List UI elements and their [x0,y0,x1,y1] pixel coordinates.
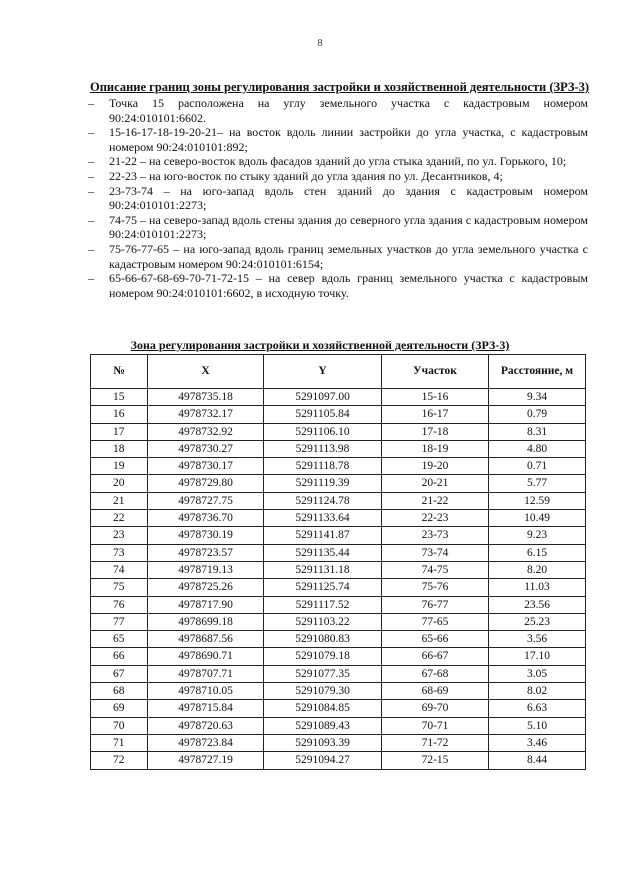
cell-segment: 77-65 [382,613,489,630]
cell-x: 4978732.17 [148,406,264,423]
cell-number: 17 [91,423,148,440]
cell-y: 5291113.98 [264,440,382,457]
cell-distance: 0.71 [489,458,586,475]
table-row [91,527,586,544]
cell-number: 76 [91,596,148,613]
cell-number: 77 [91,613,148,630]
cell-distance: 8.44 [489,752,586,769]
cell-y: 5291079.18 [264,648,382,665]
cell-number: 67 [91,665,148,682]
cell-number: 15 [91,389,148,406]
cell-number: 70 [91,717,148,734]
list-item [88,96,588,125]
cell-distance: 3.05 [489,665,586,682]
cell-y: 5291080.83 [264,631,382,648]
table-row [91,700,586,717]
cell-distance: 9.23 [489,527,586,544]
cell-y: 5291105.84 [264,406,382,423]
cell-distance: 6.63 [489,700,586,717]
cell-segment: 20-21 [382,475,489,492]
cell-segment: 21-22 [382,492,489,509]
list-dash: – [88,183,94,198]
list-dash: – [88,154,94,169]
cell-x: 4978723.57 [148,544,264,561]
list-item-text: 22-23 – на юго-восток по стыку зданий до угла здания по ул. Десантников, 4; [109,168,503,183]
cell-number: 18 [91,440,148,457]
table-row [91,613,586,630]
cell-x: 4978730.27 [148,440,264,457]
header-x: X [148,355,264,389]
cell-distance: 4.80 [489,440,586,457]
cell-segment: 75-76 [382,579,489,596]
table-row [91,492,586,509]
list-item-text: 65-66-67-68-69-70-71-72-15 – на север вдоль границ земельного участка с кадастровым номером 90:24:010101:6602, в исходную точку. [109,271,588,300]
cell-segment: 71-72 [382,734,489,751]
table-row [91,544,586,561]
cell-x: 4978732.92 [148,423,264,440]
cell-number: 21 [91,492,148,509]
cell-segment: 17-18 [382,423,489,440]
cell-y: 5291131.18 [264,561,382,578]
cell-number: 73 [91,544,148,561]
cell-y: 5291119.39 [264,475,382,492]
table-row [91,389,586,406]
cell-distance: 9.34 [489,389,586,406]
list-item [88,184,588,213]
cell-x: 4978720.63 [148,717,264,734]
cell-distance: 3.46 [489,734,586,751]
cell-y: 5291079.30 [264,683,382,700]
cell-y: 5291124.78 [264,492,382,509]
list-item-text: 23-73-74 – на юго-запад вдоль стен зданий до здания с кадастровым номером 90:24:010101:2273; [109,183,588,213]
coordinates-table [90,354,586,770]
table-row [91,752,586,769]
table-row [91,475,586,492]
page-number: 8 [317,38,323,49]
cell-segment: 16-17 [382,406,489,423]
cell-x: 4978727.19 [148,752,264,769]
table-header-row [91,355,586,389]
cell-y: 5291089.43 [264,717,382,734]
table-row [91,579,586,596]
cell-number: 75 [91,579,148,596]
table-title: Зона регулирования застройки и хозяйственной деятельности (ЗРЗ-3) [130,338,510,352]
cell-y: 5291084.85 [264,700,382,717]
table-row [91,631,586,648]
cell-y: 5291077.35 [264,665,382,682]
cell-number: 72 [91,752,148,769]
cell-segment: 18-19 [382,440,489,457]
cell-x: 4978730.19 [148,527,264,544]
cell-distance: 8.31 [489,423,586,440]
cell-segment: 69-70 [382,700,489,717]
cell-distance: 12.59 [489,492,586,509]
cell-number: 22 [91,510,148,527]
cell-number: 65 [91,631,148,648]
cell-number: 69 [91,700,148,717]
cell-segment: 72-15 [382,752,489,769]
table-row [91,406,586,423]
header-segment: Участок [382,355,489,389]
list-item [88,242,588,271]
list-item-text: 15-16-17-18-19-20-21– на восток вдоль линии застройки до угла участка, с кадастровым номером 90:24:010101:892; [109,125,588,154]
list-dash: – [88,271,94,286]
cell-distance: 8.02 [489,683,586,700]
cell-number: 74 [91,561,148,578]
cell-x: 4978717.90 [148,596,264,613]
table-body [91,389,586,770]
cell-distance: 10.49 [489,510,586,527]
cell-x: 4978725.26 [148,579,264,596]
cell-x: 4978730.17 [148,458,264,475]
cell-number: 20 [91,475,148,492]
cell-y: 5291125.74 [264,579,382,596]
cell-x: 4978710.05 [148,683,264,700]
cell-segment: 15-16 [382,389,489,406]
cell-distance: 3.56 [489,631,586,648]
cell-segment: 67-68 [382,665,489,682]
list-item [88,213,588,242]
section-title: Описание границ зоны регулирования застройки и хозяйственной деятельности (ЗРЗ-3) [90,80,590,94]
cell-y: 5291097.00 [264,389,382,406]
cell-number: 23 [91,527,148,544]
table-row [91,458,586,475]
list-item [88,125,588,154]
cell-y: 5291093.39 [264,734,382,751]
list-dash: – [88,125,94,140]
cell-distance: 17.10 [489,648,586,665]
cell-segment: 19-20 [382,458,489,475]
list-item-text: 75-76-77-65 – на юго-запад вдоль границ земельных участков до угла земельного участка с кадастровым номером 90:24:010101:6154; [109,241,588,271]
table-row [91,510,586,527]
table-row [91,665,586,682]
cell-number: 19 [91,458,148,475]
table-row [91,440,586,457]
cell-segment: 76-77 [382,596,489,613]
cell-y: 5291133.64 [264,510,382,527]
list-item [88,169,588,184]
cell-segment: 65-66 [382,631,489,648]
table-row [91,648,586,665]
list-item-text: Точка 15 расположена на углу земельного участка с кадастровым номером 90:24:010101:6602. [109,96,588,125]
cell-distance: 6.15 [489,544,586,561]
cell-y: 5291106.10 [264,423,382,440]
list-dash: – [88,96,94,110]
cell-number: 68 [91,683,148,700]
cell-segment: 22-23 [382,510,489,527]
cell-x: 4978699.18 [148,613,264,630]
cell-distance: 23.56 [489,596,586,613]
cell-distance: 0.79 [489,406,586,423]
table-row [91,734,586,751]
cell-y: 5291094.27 [264,752,382,769]
cell-x: 4978687.56 [148,631,264,648]
cell-y: 5291135.44 [264,544,382,561]
list-dash: – [88,241,94,256]
table-row [91,683,586,700]
header-y: Y [264,355,382,389]
table-row [91,717,586,734]
cell-segment: 74-75 [382,561,489,578]
table-row [91,561,586,578]
cell-x: 4978715.84 [148,700,264,717]
cell-distance: 5.77 [489,475,586,492]
cell-x: 4978690.71 [148,648,264,665]
cell-x: 4978727.75 [148,492,264,509]
cell-distance: 5.10 [489,717,586,734]
cell-y: 5291117.52 [264,596,382,613]
table-row [91,423,586,440]
cell-x: 4978729.80 [148,475,264,492]
list-item [88,154,588,169]
cell-segment: 68-69 [382,683,489,700]
list-dash: – [88,168,94,183]
cell-x: 4978736.70 [148,510,264,527]
cell-segment: 66-67 [382,648,489,665]
cell-x: 4978719.13 [148,561,264,578]
cell-y: 5291141.87 [264,527,382,544]
cell-x: 4978735.18 [148,389,264,406]
cell-segment: 70-71 [382,717,489,734]
cell-distance: 25.23 [489,613,586,630]
boundary-description-list [88,96,588,300]
cell-distance: 8.20 [489,561,586,578]
cell-y: 5291103.22 [264,613,382,630]
cell-distance: 11.03 [489,579,586,596]
list-dash: – [88,212,94,227]
list-item [88,271,588,300]
cell-number: 66 [91,648,148,665]
cell-segment: 23-73 [382,527,489,544]
cell-x: 4978723.84 [148,734,264,751]
cell-number: 16 [91,406,148,423]
list-item-text: 21-22 – на северо-восток вдоль фасадов зданий до угла стыка зданий, по ул. Горького, 10; [109,154,567,169]
list-item-text: 74-75 – на северо-запад вдоль стены здания до северного угла здания с кадастровым номером 90:24:010101:2273; [109,212,588,242]
cell-x: 4978707.71 [148,665,264,682]
header-number: № [91,355,148,389]
header-distance: Расстояние, м [489,355,586,389]
table-row [91,596,586,613]
cell-segment: 73-74 [382,544,489,561]
cell-y: 5291118.78 [264,458,382,475]
cell-number: 71 [91,734,148,751]
